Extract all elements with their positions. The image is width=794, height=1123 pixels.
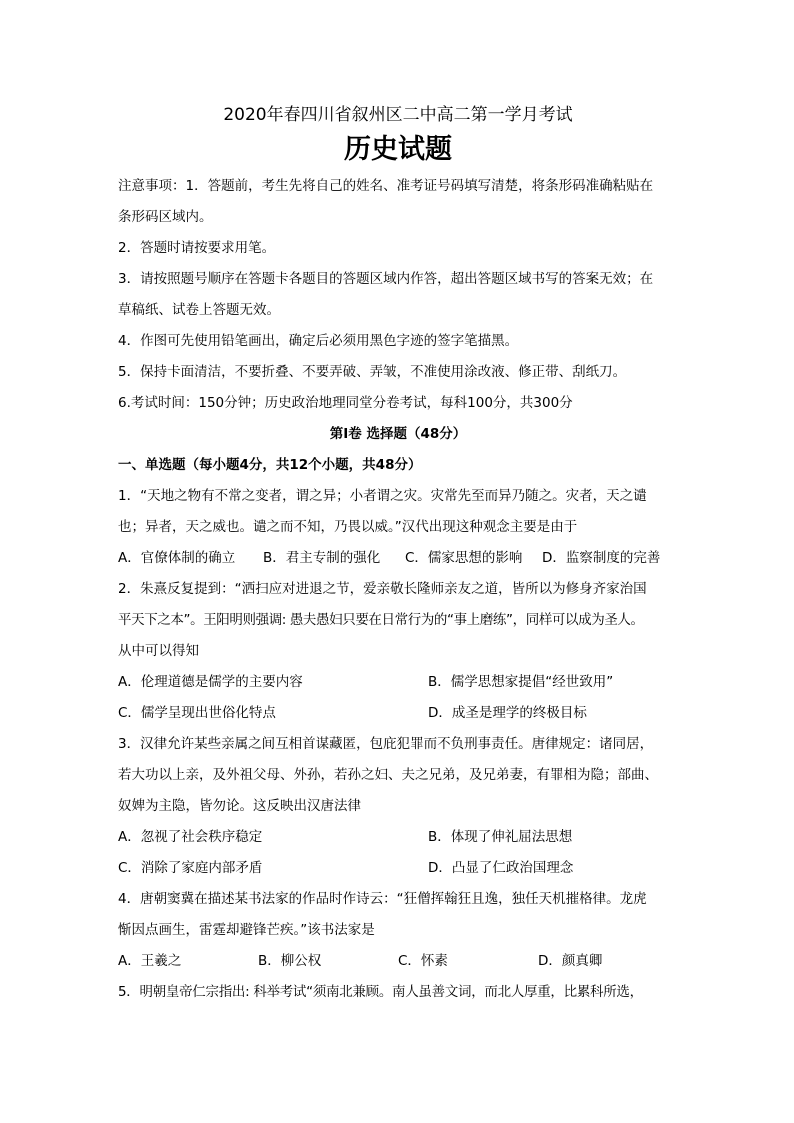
question-stem-line: 2．朱熹反复提到：“洒扫应对进退之节，爱亲敬长隆师亲友之道，皆所以为修身齐家治国 <box>118 581 647 597</box>
question-stem-line: 也；异者，天之威也。谴之而不知，乃畏以威。”汉代出现这种观念主要是由于 <box>118 519 578 535</box>
question-stem-line: 奴婢为主隐，皆勿论。这反映出汉唐法律 <box>118 798 361 814</box>
note-line: 草稿纸、试卷上答题无效。 <box>118 302 280 318</box>
question-2 <box>118 574 678 729</box>
question-stem-line: 3．汉律允许某些亲属之间互相首谋藏匿，包庇犯罪而不负刑事责任。唐律规定：诸同居， <box>118 736 654 752</box>
section-subtitle: 一、单选题（每小题4分，共12个小题，共48分） <box>118 457 422 473</box>
option-c: C．儒学呈现出世俗化特点 <box>118 705 276 721</box>
options-row <box>118 698 678 729</box>
question-stem-line: 4．唐朝窦冀在描述某书法家的作品时作诗云：“狂僧挥翰狂且逸，独任天机摧格律。龙虎 <box>118 891 647 907</box>
question-stem-line: 惭因点画生，雷霆却避锋芒疾。”该书法家是 <box>118 922 375 938</box>
option-d: D．凸显了仁政治国理念 <box>428 860 574 876</box>
question-stem-line: 若大功以上亲，及外祖父母、外孙，若孙之妇、夫之兄弟，及兄弟妻，有罪相为隐；部曲、 <box>118 767 658 783</box>
note-line: 4．作图可先使用铅笔画出，确定后必须用黑色字迹的签字笔描黑。 <box>118 333 519 349</box>
question-stem-line: 5．明朝皇帝仁宗指出: 科举考试“须南北兼顾。南人虽善文词，而北人厚重，比累科所选， <box>118 984 643 1000</box>
subject-title: 历史试题 <box>344 134 452 165</box>
section-title: 第Ⅰ卷 选择题（48分） <box>329 426 467 442</box>
option-b: B．体现了伸礼屈法思想 <box>428 829 573 845</box>
note-line: 5．保持卡面清洁，不要折叠、不要弄破、弄皱，不准使用涂改液、修正带、刮纸刀。 <box>118 364 627 380</box>
options-row <box>118 543 678 574</box>
option-b: B．君主专制的强化 <box>263 550 381 566</box>
option-c: C．消除了家庭内部矛盾 <box>118 860 263 876</box>
question-stem-line: 平天下之本”。王阳明则强调: 愚夫愚妇只要在日常行为的“事上磨练”，同样可以成为圣人。 <box>118 612 644 628</box>
question-4 <box>118 884 678 977</box>
option-b: B．柳公权 <box>258 953 322 969</box>
option-c: C．儒家思想的影响 <box>405 550 523 566</box>
options-row <box>118 946 678 977</box>
note-line: 6.考试时间：150分钟；历史政治地理同堂分卷考试，每科100分，共300分 <box>118 395 573 411</box>
option-d: D．监察制度的完善 <box>542 550 661 566</box>
question-stem-line: 1．“天地之物有不常之变者，谓之异；小者谓之灾。灾常先至而异乃随之。灾者，天之谴 <box>118 488 647 504</box>
note-line: 3．请按照题号顺序在答题卡各题目的答题区域内作答，超出答题区域书写的答案无效；在 <box>118 271 654 287</box>
question-1 <box>118 481 678 574</box>
note-line: 条形码区域内。 <box>118 209 213 225</box>
options-row <box>118 853 678 884</box>
options-row <box>118 822 678 853</box>
option-d: D．颜真卿 <box>538 953 603 969</box>
exam-title: 2020年春四川省叙州区二中高二第一学月考试 <box>223 105 573 125</box>
option-a: A．王羲之 <box>118 953 182 969</box>
note-line: 注意事项：1．答题前，考生先将自己的姓名、准考证号码填写清楚，将条形码准确粘贴在 <box>118 178 654 194</box>
option-d: D．成圣是理学的终极目标 <box>428 705 587 721</box>
option-a: A．官僚体制的确立 <box>118 550 236 566</box>
option-a: A．忽视了社会秩序稳定 <box>118 829 263 845</box>
option-a: A．伦理道德是儒学的主要内容 <box>118 674 303 690</box>
option-c: C．怀素 <box>398 953 448 969</box>
exam-notes <box>118 171 678 419</box>
question-5 <box>118 977 678 1008</box>
question-stem-line: 从中可以得知 <box>118 643 199 659</box>
note-line: 2．答题时请按要求用笔。 <box>118 240 276 256</box>
options-row <box>118 667 678 698</box>
question-3 <box>118 729 678 884</box>
document-body <box>118 100 678 1008</box>
option-b: B．儒学思想家提倡“经世致用” <box>428 674 614 690</box>
